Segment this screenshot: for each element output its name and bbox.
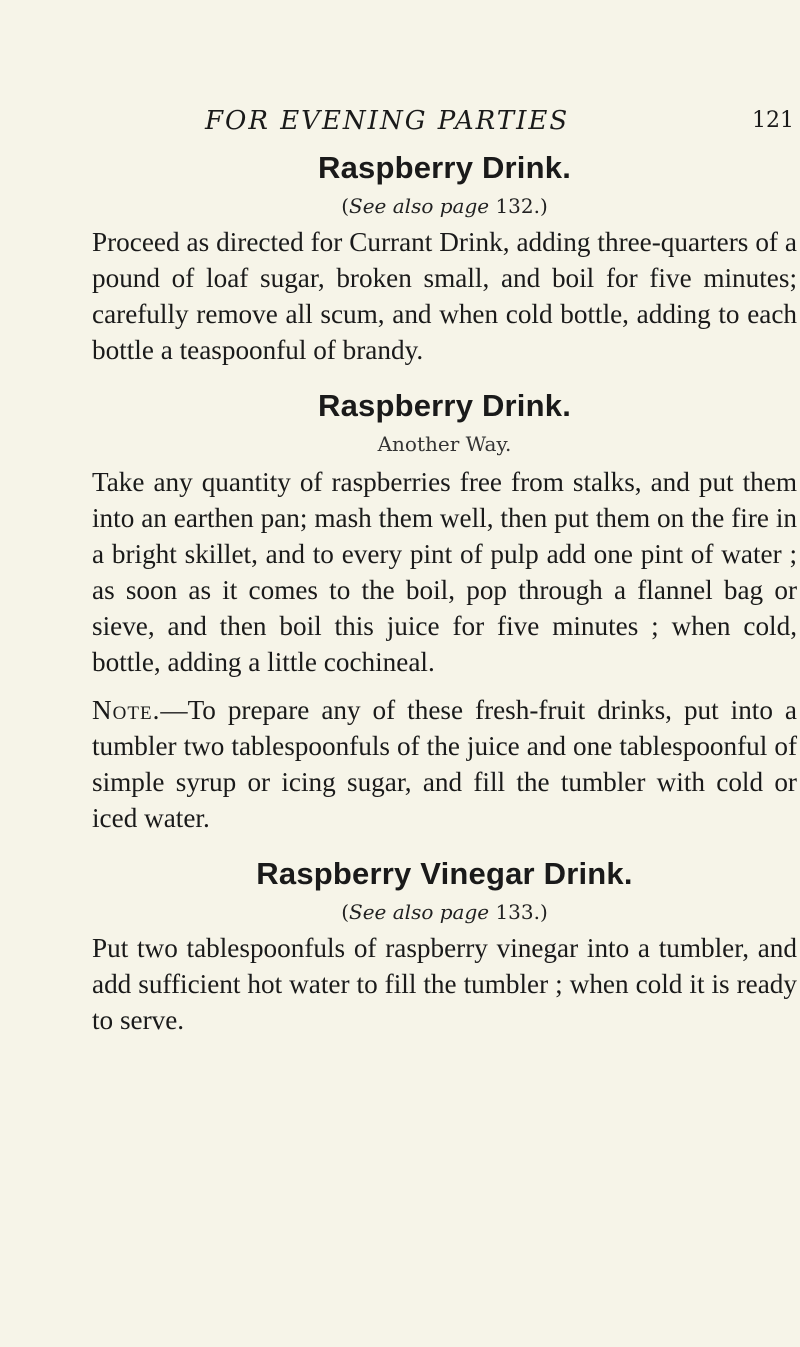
recipe-title: Raspberry Drink. (317, 150, 572, 185)
page-number: 121 (752, 108, 794, 133)
cross-reference-page: 133.) (489, 900, 548, 924)
cross-reference (92, 194, 797, 218)
cross-reference-page: 132.) (489, 194, 548, 218)
recipe-note (92, 692, 797, 836)
note-text: —To prepare any of these fresh-fruit drinks, put into a tumbler two tablespoonfuls of the juice and one tablespoonful of simple syrup or icing sugar, and fill the tumbler with cold or iced water. (92, 695, 797, 833)
recipe-paragraph: Put two tablespoonfuls of raspberry vinegar into a tumbler, and add sufficient hot water to fill the tumbler ; when cold it is ready to serve. (92, 933, 797, 1035)
recipe-raspberry-drink-another-way (92, 388, 797, 836)
note-label: Note. (92, 695, 161, 725)
page-body (92, 150, 797, 1050)
page-header (0, 100, 800, 140)
cross-reference-open: ( (341, 194, 350, 218)
recipe-paragraph: Proceed as directed for Currant Drink, adding three-quarters of a pound of loaf sugar, broken small, and boil for five minutes; carefully remove all scum, and when cold bottle, adding to each bottle a teaspoonful of brandy. (92, 227, 797, 365)
recipe-title: Raspberry Vinegar Drink. (256, 856, 633, 891)
running-head: FOR EVENING PARTIES (205, 106, 570, 136)
recipe-raspberry-drink (92, 150, 797, 368)
recipe-subtitle: Another Way. (377, 432, 512, 456)
recipe-paragraph: Take any quantity of raspberries free from stalks, and put them into an earthen pan; mash them well, then put them on the fire in a bright skillet, and to every pint of pulp add one pint of water ; as soon as it comes to the boil, pop through a flannel bag or sieve, and then boil this juice for five minutes ; when cold, bottle, adding a little cochineal. (92, 467, 797, 677)
cross-reference-italic: See also page (349, 194, 490, 218)
cross-reference-open: ( (341, 900, 350, 924)
recipe-title: Raspberry Drink. (317, 388, 572, 423)
cross-reference (92, 900, 797, 924)
recipe-raspberry-vinegar-drink (92, 856, 797, 1038)
cross-reference-italic: See also page (349, 900, 490, 924)
